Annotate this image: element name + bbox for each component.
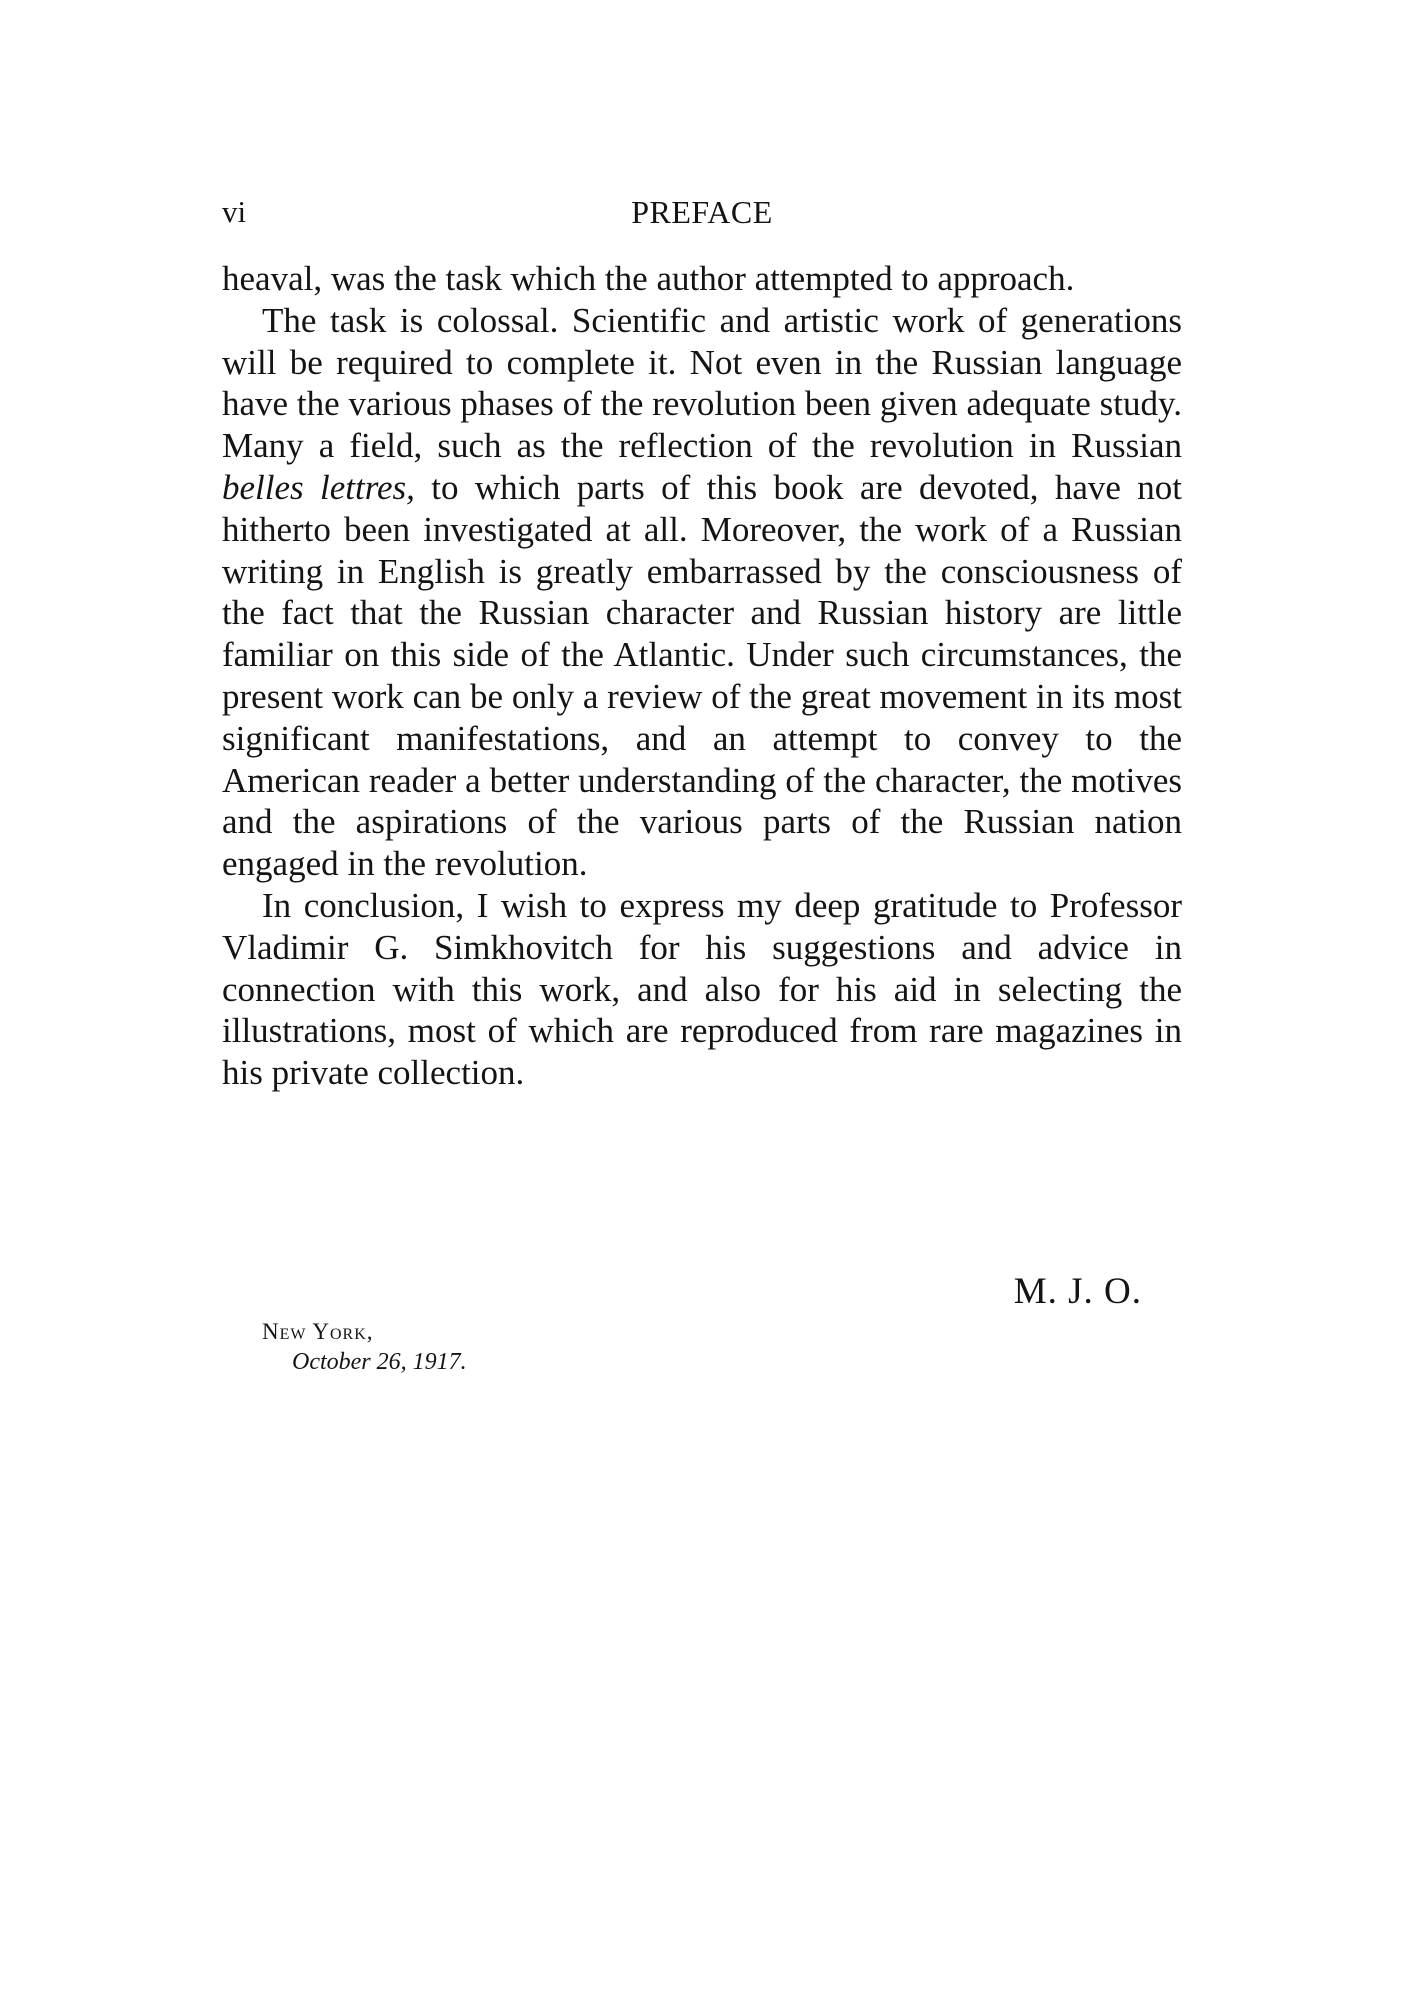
preface-body (222, 258, 1182, 1094)
dateline (262, 1317, 467, 1377)
author-signature: M. J. O. (1013, 1271, 1142, 1312)
italic-belles-lettres: belles lettres, (222, 467, 415, 507)
page-number: vi (222, 194, 247, 229)
dateline-place: New York, (262, 1319, 374, 1344)
paragraph-task (222, 300, 1182, 885)
paragraph-task-text-1: The task is colossal. Scientific and artistic work of generations will be required to complete it. Not even in the Russian language have the various phases of the revolution been given adequate study. Many a field, such as the reflection of the revolution in Russian (222, 300, 1182, 466)
paragraph-continuation: heaval, was the task which the author attempted to approach. (222, 259, 1075, 298)
dateline-date: October 26, 1917. (292, 1349, 467, 1375)
paragraph-task-text-2: to which parts of this book are devoted, have not hitherto been investigated at all. Moreover, the work of a Russian writing in English is greatly embarrassed by the consciousness of the fact that the Russian character and Russian history are little familiar on this side of the Atlantic. Under such circumstances, the present work can be only a review of the great movement in its most significant manifestations, and an attempt to convey to the American reader a better understanding of the character, the motives and the aspirations of the various parts of the Russian nation engaged in the revolution. (222, 467, 1182, 884)
running-head: PREFACE (631, 194, 773, 230)
page-header (222, 190, 1182, 234)
paragraph-conclusion: In conclusion, I wish to express my deep gratitude to Professor Vladimir G. Simkhovitch for his suggestions and advice in connection with this work, and also for his aid in selecting the illustrations, most of which are reproduced from rare magazines in his private collection. (222, 885, 1182, 1093)
